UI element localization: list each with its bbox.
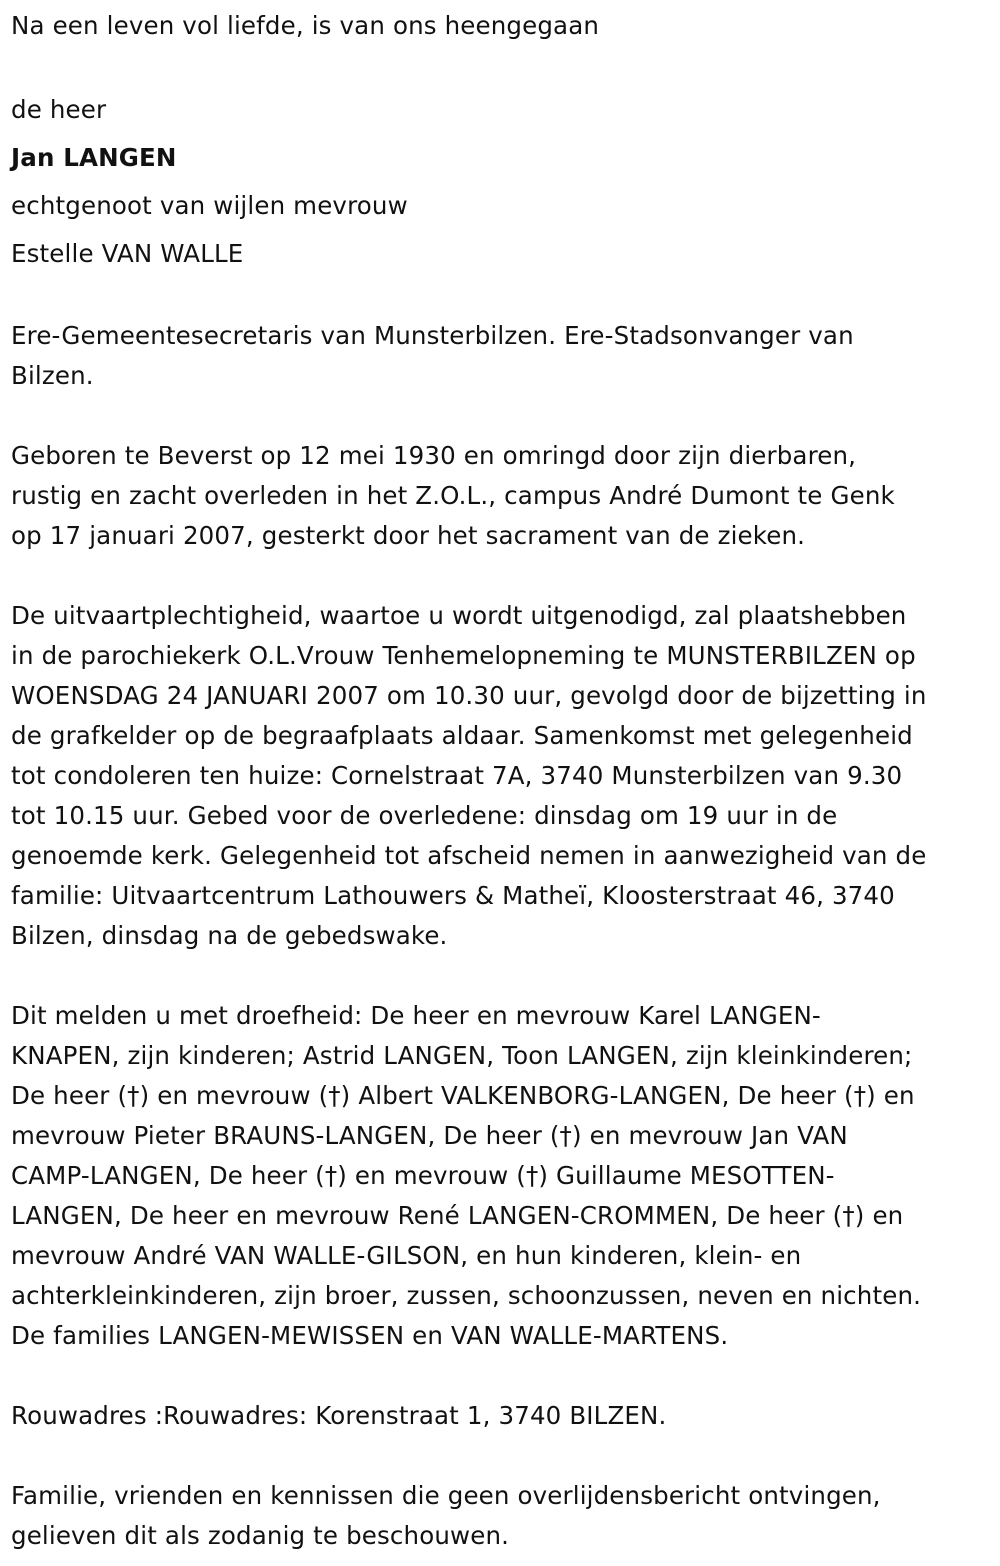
paragraph-line: De families LANGEN-MEWISSEN en VAN WALLE-MARTENS. xyxy=(11,1321,729,1350)
intro-text: Na een leven vol liefde, is van ons heengegaan xyxy=(11,11,600,40)
paragraph-line: op 17 januari 2007, gesterkt door het sacrament van de zieken. xyxy=(11,521,806,550)
paragraph-line: genoemde kerk. Gelegenheid tot afscheid nemen in aanwezigheid van de xyxy=(11,841,927,870)
paragraph-line: rustig en zacht overleden in het Z.O.L., campus André Dumont te Genk xyxy=(11,481,895,510)
deceased-name: Jan LANGEN xyxy=(11,143,177,172)
titles-paragraph xyxy=(11,316,992,396)
spacer xyxy=(11,44,992,86)
paragraph-line: Ere-Gemeentesecretaris van Munsterbilzen. Ere-Stadsonvanger van xyxy=(11,321,854,350)
paragraph-line: Familie, vrienden en kennissen die geen overlijdensbericht ontvingen, xyxy=(11,1481,881,1510)
spacer xyxy=(11,396,992,436)
family-paragraph xyxy=(11,996,992,1356)
paragraph-line: KNAPEN, zijn kinderen; Astrid LANGEN, Toon LANGEN, zijn kleinkinderen; xyxy=(11,1041,913,1070)
spacer xyxy=(11,956,992,996)
paragraph-line: in de parochiekerk O.L.Vrouw Tenhemelopneming te MUNSTERBILZEN op xyxy=(11,641,916,670)
paragraph-line: Geboren te Beverst op 12 mei 1930 en omringd door zijn dierbaren, xyxy=(11,441,857,470)
birth-death-paragraph xyxy=(11,436,992,556)
paragraph-line: mevrouw André VAN WALLE-GILSON, en hun kinderen, klein- en xyxy=(11,1241,802,1270)
paragraph-line: Dit melden u met droefheid: De heer en mevrouw Karel LANGEN- xyxy=(11,1001,821,1030)
mourning-address: Rouwadres :Rouwadres: Korenstraat 1, 3740 BILZEN. xyxy=(11,1401,667,1430)
paragraph-line: familie: Uitvaartcentrum Lathouwers & Matheï, Kloosterstraat 46, 3740 xyxy=(11,881,895,910)
paragraph-line: CAMP-LANGEN, De heer (†) en mevrouw (†) Guillaume MESOTTEN- xyxy=(11,1161,835,1190)
paragraph-line: de grafkelder op de begraafplaats aldaar. Samenkomst met gelegenheid xyxy=(11,721,913,750)
salutation: de heer xyxy=(11,95,107,124)
paragraph-line: De heer (†) en mevrouw (†) Albert VALKENBORG-LANGEN, De heer (†) en xyxy=(11,1081,915,1110)
paragraph-line: mevrouw Pieter BRAUNS-LANGEN, De heer (†) en mevrouw Jan VAN xyxy=(11,1121,848,1150)
paragraph-line: De uitvaartplechtigheid, waartoe u wordt uitgenodigd, zal plaatshebben xyxy=(11,601,907,630)
closing-paragraph xyxy=(11,1476,992,1556)
spacer xyxy=(11,1356,992,1396)
spouse-name: Estelle VAN WALLE xyxy=(11,239,244,268)
paragraph-line: gelieven dit als zodanig te beschouwen. xyxy=(11,1521,510,1550)
paragraph-line: LANGEN, De heer en mevrouw René LANGEN-CROMMEN, De heer (†) en xyxy=(11,1201,904,1230)
spouse-intro: echtgenoot van wijlen mevrouw xyxy=(11,191,408,220)
paragraph-line: achterkleinkinderen, zijn broer, zussen, schoonzussen, neven en nichten. xyxy=(11,1281,922,1310)
paragraph-line: tot condoleren ten huize: Cornelstraat 7A, 3740 Munsterbilzen van 9.30 xyxy=(11,761,903,790)
paragraph-line: Bilzen. xyxy=(11,361,94,390)
paragraph-line: tot 10.15 uur. Gebed voor de overledene: dinsdag om 19 uur in de xyxy=(11,801,838,830)
spacer xyxy=(11,1436,992,1476)
funeral-paragraph xyxy=(11,596,992,956)
spacer xyxy=(11,556,992,596)
paragraph-line: WOENSDAG 24 JANUARI 2007 om 10.30 uur, gevolgd door de bijzetting in xyxy=(11,681,927,710)
spacer xyxy=(11,278,992,316)
paragraph-line: Bilzen, dinsdag na de gebedswake. xyxy=(11,921,448,950)
